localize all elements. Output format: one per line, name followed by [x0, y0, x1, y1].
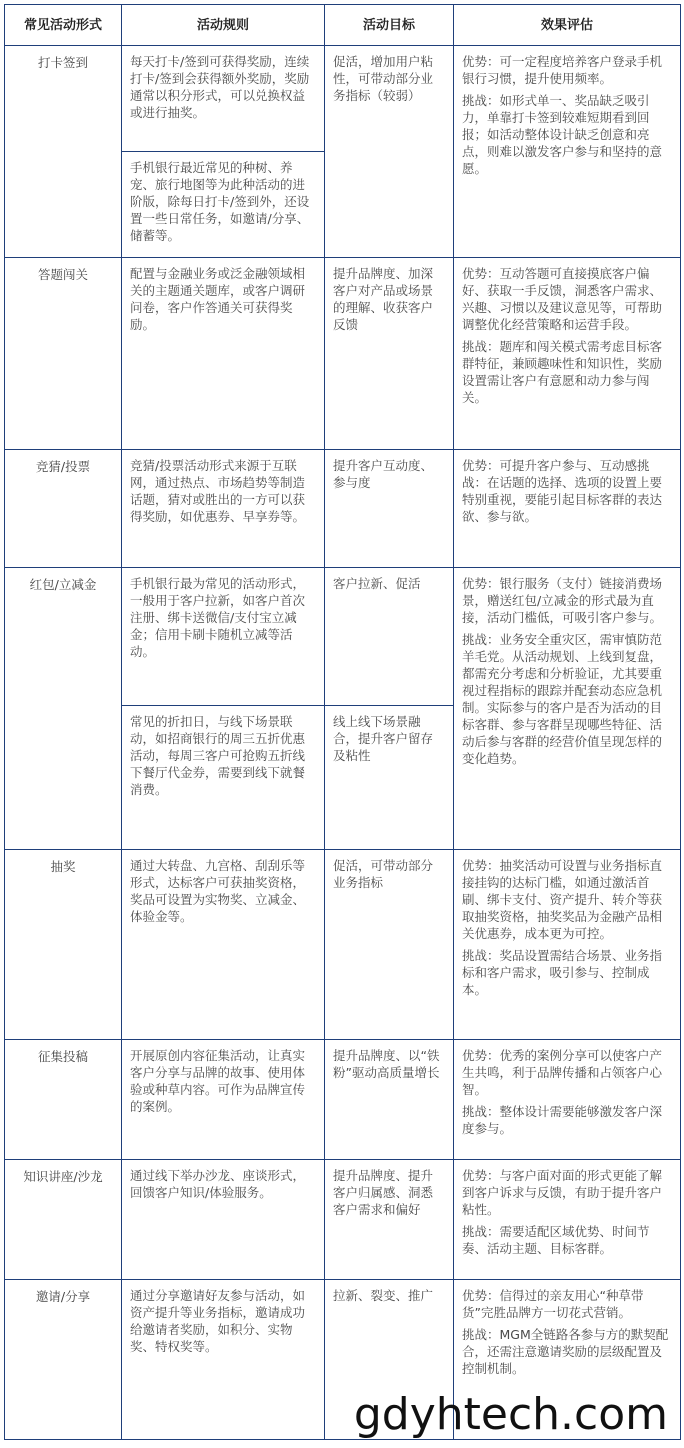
evaluation-challenge: 挑战：题库和闯关模式需考虑目标客群特征，兼顾趣味性和知识性，奖励设置需让客户有意愿和动力参与闯关。	[462, 339, 663, 405]
evaluation-cell	[454, 1160, 681, 1280]
table-row	[5, 450, 681, 568]
activity-form-cell: 抽奖	[5, 850, 122, 1040]
rules-cell: 通过线下举办沙龙、座谈形式，回馈客户知识/体验服务。	[122, 1160, 325, 1280]
evaluation-challenge: 挑战：如形式单一、奖品缺乏吸引力，单靠打卡签到较难短期看到回报；如活动整体设计缺乏创意和亮点，则难以激发客户参与和坚持的意愿。	[462, 93, 663, 176]
evaluation-cell	[454, 1040, 681, 1160]
evaluation-challenge: 挑战：业务安全重灾区，需审慎防范羊毛党。从活动规划、上线到复盘，都需充分考虑和分析验证，尤其要重视过程指标的跟踪并配套动态应急机制。实际参与的客户是否为活动的目标客群、参与客群呈现哪些特征、活动后参与客群的经营价值呈现怎样的变化趋势。	[462, 632, 663, 766]
table-header-row	[5, 5, 681, 46]
header-rules: 活动规则	[122, 5, 325, 46]
goals-cell: 提升客户互动度、参与度	[325, 450, 454, 568]
goals-cell: 促活，可带动部分业务指标	[325, 850, 454, 1040]
evaluation-challenge: 挑战：整体设计需要能够激发客户深度参与。	[462, 1104, 663, 1136]
rules-cell: 配置与金融业务或泛金融领域相关的主题通关题库，或客户调研问卷，客户作答通关可获得奖励。	[122, 258, 325, 450]
rules-cell: 每天打卡/签到可获得奖励，连续打卡/签到会获得额外奖励，奖励通常以积分形式，可以兑换权益或进行抽奖。	[122, 46, 325, 152]
evaluation-advantage: 优势：互动答题可直接摸底客户偏好、获取一手反馈，洞悉客户需求、兴趣、习惯以及建议意见等，可帮助调整优化经营策略和运营手段。	[462, 266, 663, 332]
evaluation-advantage: 优势：可一定程度培养客户登录手机银行习惯，提升使用频率。	[462, 54, 663, 86]
activity-form-cell: 竞猜/投票	[5, 450, 122, 568]
evaluation-challenge: 挑战：奖品设置需结合场景、业务指标和客户需求，吸引参与、控制成本。	[462, 948, 663, 997]
evaluation-text: 优势：可提升客户参与、互动感挑战：在话题的选择、选项的设置上要特别重视，要能引起目标客群的表达欲、参与欲。	[462, 458, 663, 524]
activity-form-cell: 邀请/分享	[5, 1280, 122, 1440]
table-row	[5, 46, 681, 152]
evaluation-advantage: 优势：与客户面对面的形式更能了解到客户诉求与反馈，有助于提升客户粘性。	[462, 1168, 663, 1217]
header-form: 常见活动形式	[5, 5, 122, 46]
rules-cell: 竞猜/投票活动形式来源于互联网，通过热点、市场趋势等制造话题，猜对或胜出的一方可以获得奖励，如优惠券、早享券等。	[122, 450, 325, 568]
table-row	[5, 850, 681, 1040]
goals-cell: 提升品牌度、加深客户对产品或场景的理解、收获客户反馈	[325, 258, 454, 450]
activity-form-cell: 征集投稿	[5, 1040, 122, 1160]
header-evaluation: 效果评估	[454, 5, 681, 46]
activity-form-cell: 知识讲座/沙龙	[5, 1160, 122, 1280]
goals-cell: 提升品牌度、以“铁粉”驱动高质量增长	[325, 1040, 454, 1160]
activity-form-cell: 答题闯关	[5, 258, 122, 450]
evaluation-advantage: 优势：银行服务（支付）链接消费场景，赠送红包/立减金的形式最为直接，活动门槛低，可吸引客户参与。	[462, 576, 663, 625]
rules-cell: 手机银行最近常见的种树、养宠、旅行地图等为此种活动的进阶版，除每日打卡/签到外，还设置一些日常任务，如邀请/分享、储蓄等。	[122, 152, 325, 258]
activity-form-cell: 红包/立减金	[5, 568, 122, 850]
header-goals: 活动目标	[325, 5, 454, 46]
rules-cell: 常见的折扣日，与线下场景联动，如招商银行的周三五折优惠活动，每周三客户可抢购五折线下餐厅代金券，需要到线下就餐消费。	[122, 706, 325, 850]
rules-cell: 手机银行最为常见的活动形式，一般用于客户拉新，如客户首次注册、绑卡送微信/支付宝立减金；信用卡刷卡随机立减等活动。	[122, 568, 325, 706]
evaluation-advantage: 优势：优秀的案例分享可以使客户产生共鸣，利于品牌传播和占领客户心智。	[462, 1048, 663, 1097]
activity-form-cell: 打卡签到	[5, 46, 122, 258]
evaluation-cell	[454, 850, 681, 1040]
evaluation-cell	[454, 46, 681, 258]
goals-cell: 提升品牌度、提升客户归属感、洞悉客户需求和偏好	[325, 1160, 454, 1280]
evaluation-challenge: 挑战：需要适配区域优势、时间节奏、活动主题、目标客群。	[462, 1224, 650, 1256]
watermark-text: gdyhtech.com	[353, 1389, 668, 1440]
evaluation-advantage: 优势：信得过的亲友用心“种草带货”完胜品牌方一切花式营销。	[462, 1288, 644, 1320]
goals-cell: 线上线下场景融合，提升客户留存及粘性	[325, 706, 454, 850]
table-row	[5, 1160, 681, 1280]
evaluation-advantage: 优势：抽奖活动可设置与业务指标直接挂钩的达标门槛，如通过激活首刷、绑卡支付、资产提升、转介等获取抽奖资格，抽奖奖品为金融产品相关优惠券，成本更为可控。	[462, 858, 663, 941]
rules-cell: 通过大转盘、九宫格、刮刮乐等形式，达标客户可获抽奖资格，奖品可设置为实物奖、立减金、体验金等。	[122, 850, 325, 1040]
evaluation-cell	[454, 450, 681, 568]
goals-cell: 促活，增加用户粘性，可带动部分业务指标（较弱）	[325, 46, 454, 258]
evaluation-cell	[454, 258, 681, 450]
activity-table	[4, 4, 681, 1440]
rules-cell: 通过分享邀请好友参与活动，如资产提升等业务指标，邀请成功给邀请者奖励，如积分、实物奖、特权奖等。	[122, 1280, 325, 1440]
evaluation-challenge: 挑战：MGM全链路各参与方的默契配合，还需注意邀请奖励的层级配置及控制机制。	[462, 1327, 669, 1376]
table-row	[5, 1040, 681, 1160]
rules-cell: 开展原创内容征集活动，让真实客户分享与品牌的故事、使用体验或种草内容。可作为品牌宣传的案例。	[122, 1040, 325, 1160]
table-row	[5, 258, 681, 450]
table-row	[5, 568, 681, 706]
evaluation-cell	[454, 568, 681, 850]
goals-cell: 拉新、裂变、推广	[325, 1280, 454, 1440]
goals-cell: 客户拉新、促活	[325, 568, 454, 706]
